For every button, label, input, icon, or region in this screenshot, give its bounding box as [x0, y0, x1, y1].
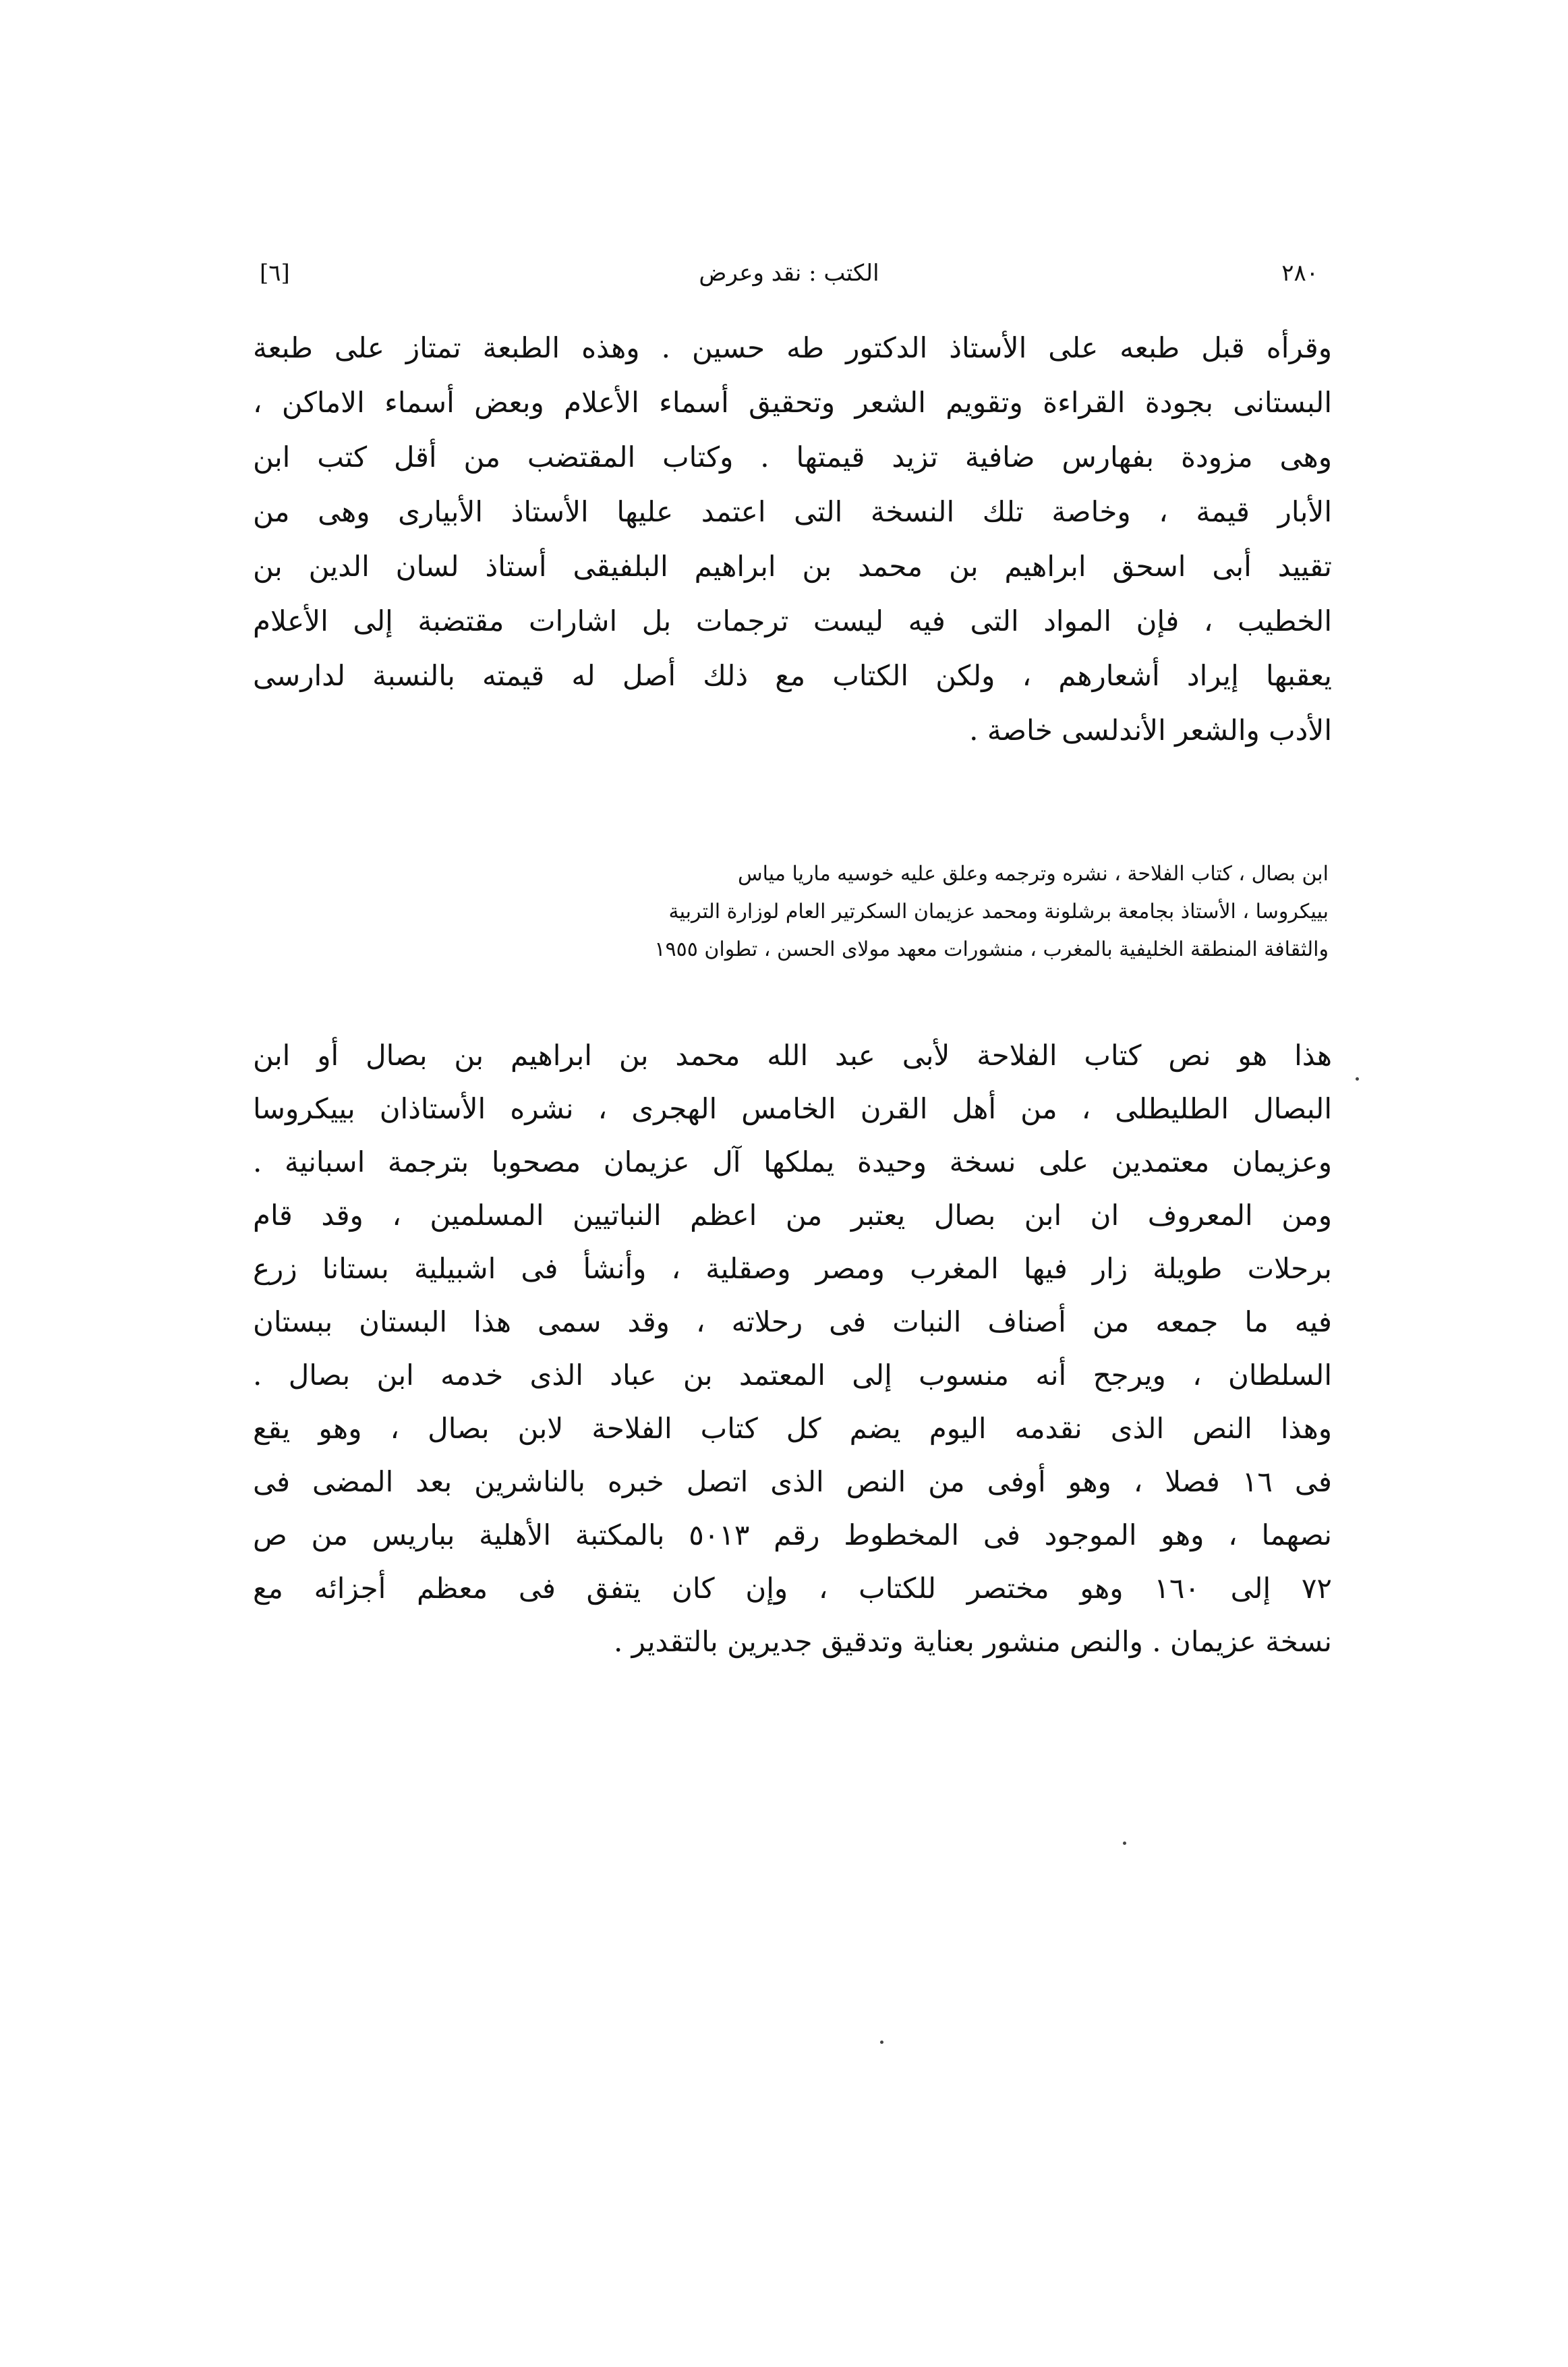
bibliography-line: ابن بصال ، كتاب الفلاحة ، نشره وترجمه وعلق عليه خوسيه ماريا مياس — [738, 862, 1329, 886]
text-line: ٧٢ إلى ١٦٠ وهو مختصر للكتاب ، وإن كان يتفق فى معظم أجزائه مع — [253, 1572, 1332, 1605]
text-line: البصال الطليطلى ، من أهل القرن الخامس الهجرى ، نشره الأستاذان بييكروسا — [253, 1092, 1332, 1125]
review-paragraph-1 — [253, 320, 1332, 758]
text-line: الأبار قيمة ، وخاصة تلك النسخة التى اعتمد عليها الأستاذ الأبيارى وهى من — [253, 495, 1332, 528]
scan-speck — [1123, 1842, 1126, 1845]
text-line: يعقبها إيراد أشعارهم ، ولكن الكتاب مع ذلك أصل له قيمته بالنسبة لدارسى — [253, 659, 1332, 692]
text-line: وهذا النص الذى نقدمه اليوم يضم كل كتاب الفلاحة لابن بصال ، وهو يقع — [253, 1412, 1332, 1445]
text-line: الأدب والشعر الأندلسى خاصة . — [969, 714, 1332, 747]
text-line: هذا هو نص كتاب الفلاحة لأبى عبد الله محمد بن ابراهيم بن بصال أو ابن — [253, 1039, 1332, 1072]
text-line: وقرأه قبل طبعه على الأستاذ الدكتور طه حسين . وهذه الطبعة تمتاز على طبعة — [253, 331, 1332, 364]
running-head — [260, 253, 1318, 293]
page-number: ٢٨٠ — [1281, 260, 1318, 287]
text-line: السلطان ، ويرجح أنه منسوب إلى المعتمد بن عباد الذى خدمه ابن بصال . — [253, 1359, 1332, 1392]
running-head-title: الكتب : نقد وعرض — [699, 260, 879, 287]
bibliographic-entry — [351, 855, 1329, 969]
text-line: وعزيمان معتمدين على نسخة وحيدة يملكها آل عزيمان مصحوبا بترجمة اسبانية . — [253, 1145, 1332, 1178]
bibliography-line: بييكروسا ، الأستاذ بجامعة برشلونة ومحمد عزيمان السكرتير العام لوزارة التربية — [668, 900, 1329, 923]
text-line: نصهما ، وهو الموجود فى المخطوط رقم ٥٠١٣ بالمكتبة الأهلية بباريس من ص — [253, 1518, 1332, 1551]
bibliography-line: والثقافة المنطقة الخليفية بالمغرب ، منشورات معهد مولاى الحسن ، تطوان ١٩٥٥ — [654, 938, 1329, 961]
text-line: البستانى بجودة القراءة وتقويم الشعر وتحقيق أسماء الأعلام وبعض أسماء الاماكن ، — [253, 386, 1332, 419]
text-line: وهى مزودة بفهارس ضافية تزيد قيمتها . وكتاب المقتضب من أقل كتب ابن — [253, 440, 1332, 474]
scan-speck — [880, 2041, 883, 2044]
section-number: [٦] — [260, 260, 290, 287]
text-line: ومن المعروف ان ابن بصال يعتبر من اعظم النباتيين المسلمين ، وقد قام — [253, 1199, 1332, 1232]
text-line: برحلات طويلة زار فيها المغرب ومصر وصقلية ، وأنشأ فى اشبيلية بستانا زرع — [253, 1252, 1332, 1285]
text-line: فيه ما جمعه من أصناف النبات فى رحلاته ، وقد سمى هذا البستان ببستان — [253, 1305, 1332, 1338]
text-line: نسخة عزيمان . والنص منشور بعناية وتدقيق جديرين بالتقدير . — [613, 1625, 1332, 1658]
text-line: فى ١٦ فصلا ، وهو أوفى من النص الذى اتصل خبره بالناشرين بعد المضى فى — [253, 1465, 1332, 1498]
text-line: تقييد أبى اسحق ابراهيم بن محمد بن ابراهيم البلفيقى أستاذ لسان الدين بن — [253, 550, 1332, 583]
scan-speck — [1356, 1077, 1359, 1081]
review-paragraph-2 — [253, 1029, 1332, 1668]
text-line: الخطيب ، فإن المواد التى فيه ليست ترجمات بل اشارات مقتضبة إلى الأعلام — [253, 604, 1332, 637]
